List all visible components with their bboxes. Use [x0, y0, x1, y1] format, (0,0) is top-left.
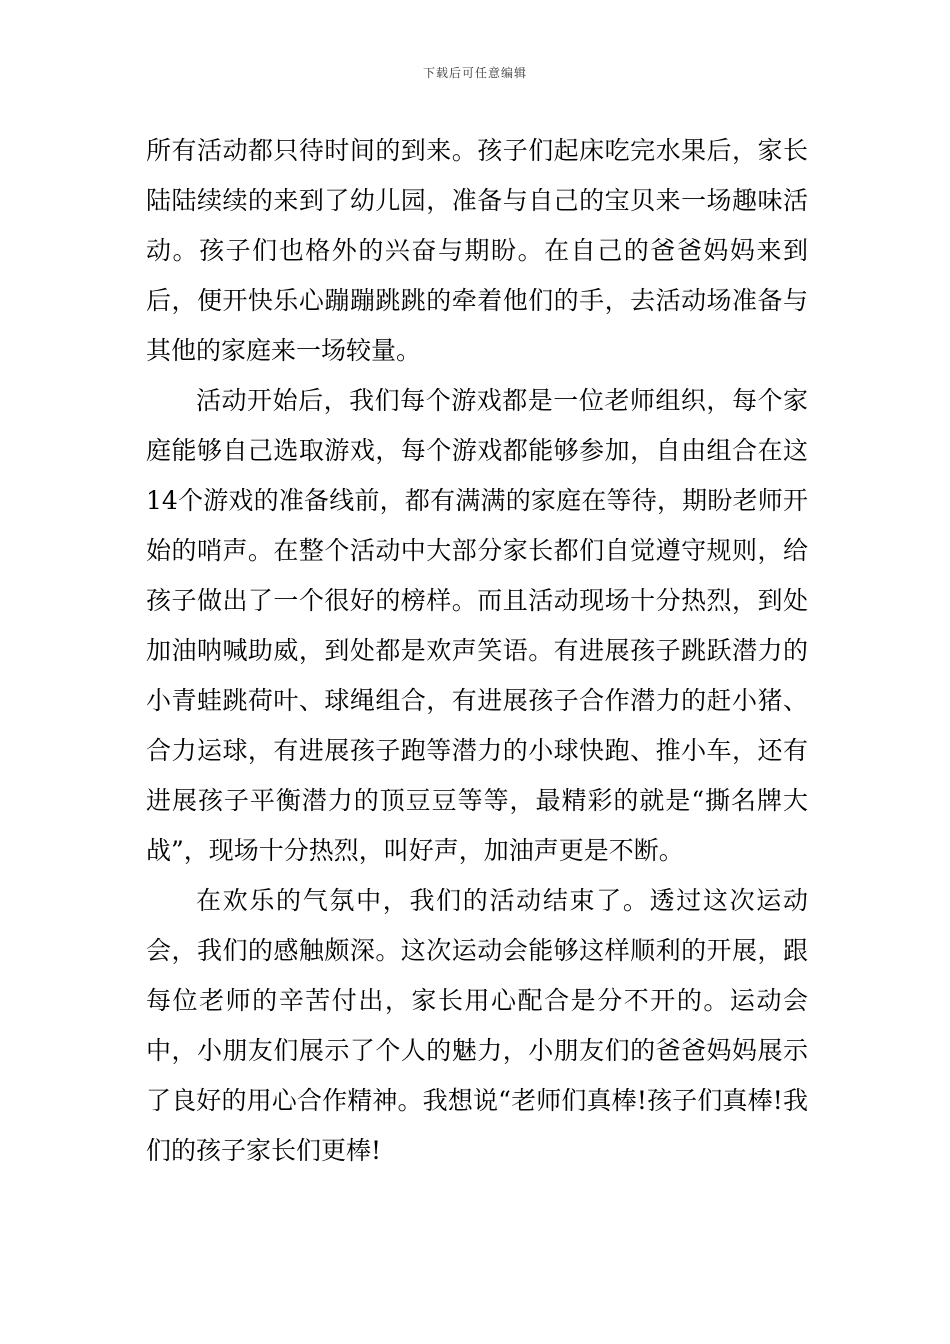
page-header: 下载后可任意编辑 [422, 66, 527, 80]
paragraph-2: 活动开始后，我们每个游戏都是一位老师组织，每个家庭能够自己选取游戏，每个游戏都能够参加，自由组合在这14个游戏的准备线前，都有满满的家庭在等待，期盼老师开始的哨声。在整个活动中大部分家长都们自觉遵守规则，给孩子做出了一个很好的榜样。而且活动现场十分热烈，到处加油呐喊助威，到处都是欢声笑语。有进展孩子跳跃潜力的小青蛙跳荷叶、球绳组合，有进展孩子合作潜力的赶小猪、合力运球，有进展孩子跑等潜力的小球快跑、推小车，还有进展孩子平衡潜力的顶豆豆等等，最精彩的就是“撕名牌大战”，现场十分热烈，叫好声，加油声更是不断。 [146, 386, 808, 865]
document-body [146, 126, 808, 1176]
paragraph-1: 所有活动都只待时间的到来。孩子们起床吃完水果后，家长陆陆续续的来到了幼儿园，准备与自己的宝贝来一场趣味活动。孩子们也格外的兴奋与期盼。在自己的爸爸妈妈来到后，便开快乐心蹦蹦跳跳的牵着他们的手，去活动场准备与其他的家庭来一场较量。 [146, 136, 808, 365]
paragraph-3: 在欢乐的气氛中，我们的活动结束了。透过这次运动会，我们的感触颇深。这次运动会能够这样顺利的开展，跟每位老师的辛苦付出，家长用心配合是分不开的。运动会中，小朋友们展示了个人的魅力，小朋友们的爸爸妈妈展示了良好的用心合作精神。我想说“老师们真棒!孩子们真棒!我们的孩子家长们更棒! [146, 886, 808, 1165]
